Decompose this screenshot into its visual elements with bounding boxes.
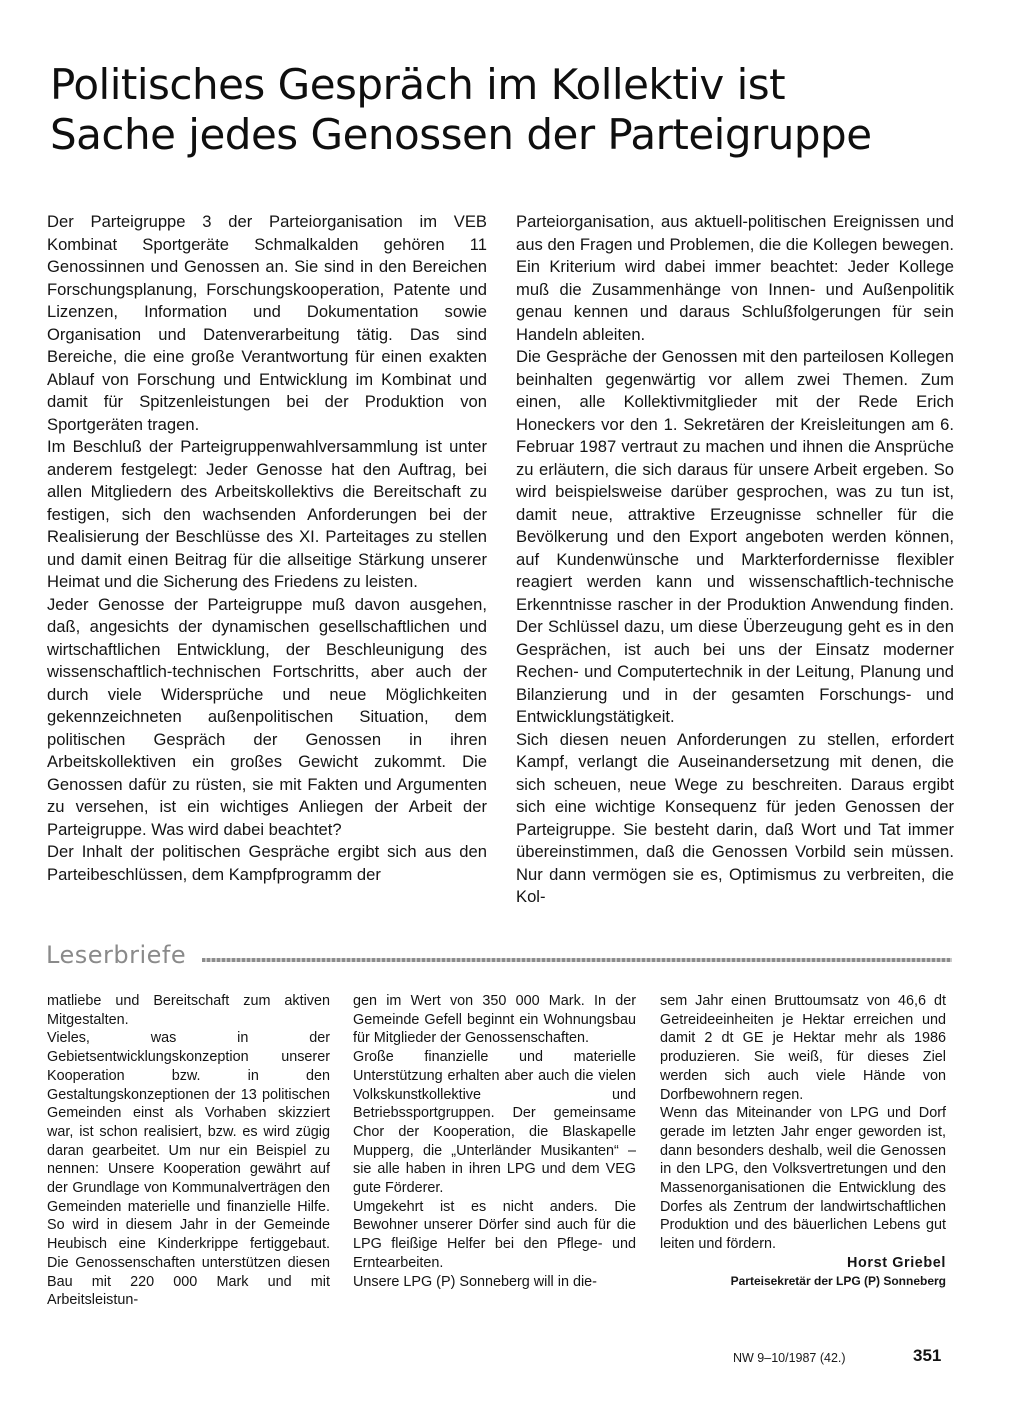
article-paragraph: Parteiorganisation, aus aktuell-politischen Ereignissen und aus den Fragen und Problemen, die die Kollegen bewegen. Ein Kriterium wird dabei immer beachtet: Jeder Kollege muß die Zusammenhänge von Innen- und Außenpolitik genau kennen und daraus Schlußfolgerungen für sein Handeln ableiten. [516, 212, 954, 344]
letter-paragraph: Unsere LPG (P) Sonneberg will in die- [353, 1273, 597, 1290]
headline-line-1: Politisches Gespräch im Kollektiv ist [50, 60, 786, 109]
letter-paragraph: Wenn das Miteinander von LPG und Dorf gerade im letzten Jahr enger geworden ist, dann besonders deshalb, weil die Genossen in den LPG, den Volksvertretungen und den Massenorganisationen die Entwicklung des Dorfes als Zentrum der landwirtschaftlichen Produktion und des bäuerlichen Lebens gut leiten und fördern. [660, 1105, 946, 1253]
article-column-right [516, 211, 954, 909]
article-headline [50, 60, 950, 160]
letter-paragraph: gen im Wert von 350 000 Mark. In der Gemeinde Gefell beginnt ein Wohnungsbau für Mitglieder der Genossenschaften. [353, 993, 636, 1047]
article-paragraph: Sich diesen neuen Anforderungen zu stellen, erfordert Kampf, verlangt die Auseinandersetzung mit denen, die sich scheuen, neue Wege zu beschreiten. Daraus ergibt sich eine wichtige Konsequenz für jeden Genossen der Parteigruppe. Sie besteht darin, daß Wort und Tat immer übereinstimmen, daß die Genossen Vorbild sein müssen. Nur dann vermögen sie es, Optimismus zu verbreiten, die Kol- [516, 729, 954, 906]
letter-paragraph: Vieles, was in der Gebietsentwicklungskonzeption unserer Kooperation bzw. in den Gestaltungskonzeptionen der 13 politischen Gemeinden einst als Vorhaben skizziert war, ist schon realisiert, bzw. es wird zügig daran gearbeitet. Um nur ein Beispiel zu nennen: Unsere Kooperation gewährt auf der Grundlage von Kommunalverträgen den Gemeinden materielle und finanzielle Hilfe. So wird in diesem Jahr in der Gemeinde Heubisch eine Kinderkrippe fertiggebaut. Die Genossenschaften unterstützen diesen Bau mit 220 000 Mark und mit Arbeitsleistun- [47, 1030, 330, 1309]
article-paragraph: Der Parteigruppe 3 der Parteiorganisation im VEB Kombinat Sportgeräte Schmalkalden gehören 11 Genossinnen und Genossen an. Sie sind in den Bereichen Forschungsplanung, Forschungskooperation, Patente und Lizenzen, Information und Dokumentation sowie Organisation und Datenverarbeitung tätig. Das sind Bereiche, die eine große Verantwortung für einen exakten Ablauf von Forschung und Entwicklung im Kombinat und damit für Spitzenleistungen bei der Produktion von Sportgeräten tragen. [47, 212, 487, 434]
letter-column-2 [353, 992, 636, 1291]
letter-paragraph: matliebe und Bereitschaft zum aktiven Mitgestalten. [47, 993, 330, 1028]
article-column-left [47, 211, 487, 886]
article-paragraph: Jeder Genosse der Parteigruppe muß davon ausgehen, daß, angesichts der dynamischen gesellschaftlichen und wirtschaftlichen Entwicklung, der Beschleunigung des wissenschaftlich-technischen Fortschritts, aber auch der durch viele Widersprüche und neue Möglichkeiten gekennzeichneten außenpolitischen Situation, dem politischen Gespräch der Genossen in ihren Arbeitskollektiven ein großes Gewicht zukommt. Die Genossen dafür zu rüsten, sie mit Fakten und Argumenten zu versehen, ist ein wichtiges Anliegen der Arbeit der Parteigruppe. Was wird dabei beachtet? [47, 594, 487, 839]
letter-paragraph: Große finanzielle und materielle Unterstützung erhalten aber auch die vielen Volkskunstkollektive und Betriebssportgruppen. Der gemeinsame Chor der Kooperation, die Blaskapelle Mupperg, die „Unterländer Musikanten“ – sie alle haben in ihren LPG und dem VEG gute Förderer. [353, 1049, 636, 1197]
article-paragraph: Die Gespräche der Genossen mit den parteilosen Kollegen beinhalten gegenwärtig vor allem zwei Themen. Zum einen, alle Kollektivmitglieder mit der Rede Erich Honeckers vor den 1. Sekretären der Kreisleitungen am 6. Februar 1987 vertraut zu machen und ihnen die Ansprüche zu erläutern, die sich daraus für unsere Arbeit ergeben. So wird beispielsweise darüber gesprochen, was zu tun ist, damit neue, attraktive Erzeugnisse schneller für die Bevölkerung und den Export angeboten werden können, auf Kundenwünsche und Markterfordernisse flexibler reagiert werden kann und wissenschaftlich-technische Erkenntnisse rascher in der Produktion Anwendung finden. Der Schlüssel dazu, um diese Überzeugung geht es in den Gesprächen, ist auch bei uns der Einsatz moderner Rechen- und Computertechnik in der Leitung, Planung und Bilanzierung und in der gesamten Forschungs- und Entwicklungstätigkeit. [516, 347, 954, 726]
page-number: 351 [913, 1346, 942, 1365]
letter-signature: Horst Griebel [847, 1254, 946, 1271]
letter-column-3 [660, 992, 946, 1289]
letter-signature-role: Parteisekretär der LPG (P) Sonneberg [730, 1273, 946, 1288]
letter-paragraph: Umgekehrt ist es nicht anders. Die Bewohner unserer Dörfer sind auch für die LPG fleißige Helfer bei den Pflege- und Erntearbeiten. [353, 1198, 636, 1271]
article-paragraph: Der Inhalt der politischen Gespräche ergibt sich aus den Parteibeschlüssen, dem Kampfprogramm der [47, 842, 487, 884]
letters-section-title: Leserbriefe [46, 941, 187, 969]
letter-column-1 [47, 992, 330, 1310]
headline-line-2: Sache jedes Genossen der Parteigruppe [50, 110, 872, 159]
article-paragraph: Im Beschluß der Parteigruppenwahlversammlung ist unter anderem festgelegt: Jeder Genosse hat den Auftrag, bei allen Mitgliedern des Arbeitskollektivs die Bereitschaft zu festigen, sich den wachsenden Anforderungen bei der Realisierung der Beschlüsse des XI. Parteitages zu stellen und damit einen Beitrag für die allseitige Stärkung unserer Heimat und die Sicherung des Friedens zu leisten. [47, 437, 487, 591]
section-divider [202, 958, 952, 962]
letters-section-header [46, 938, 952, 976]
issue-reference: NW 9–10/1987 (42.) [733, 1351, 846, 1365]
letter-paragraph: sem Jahr einen Bruttoumsatz von 46,6 dt Getreideeinheiten je Hektar erreichen und damit 2 dt GE je Hektar mehr als 1986 produzieren. Sie weiß, für dieses Ziel werden sich auch viele Hände von Dorfbewohnern regen. [660, 993, 946, 1103]
